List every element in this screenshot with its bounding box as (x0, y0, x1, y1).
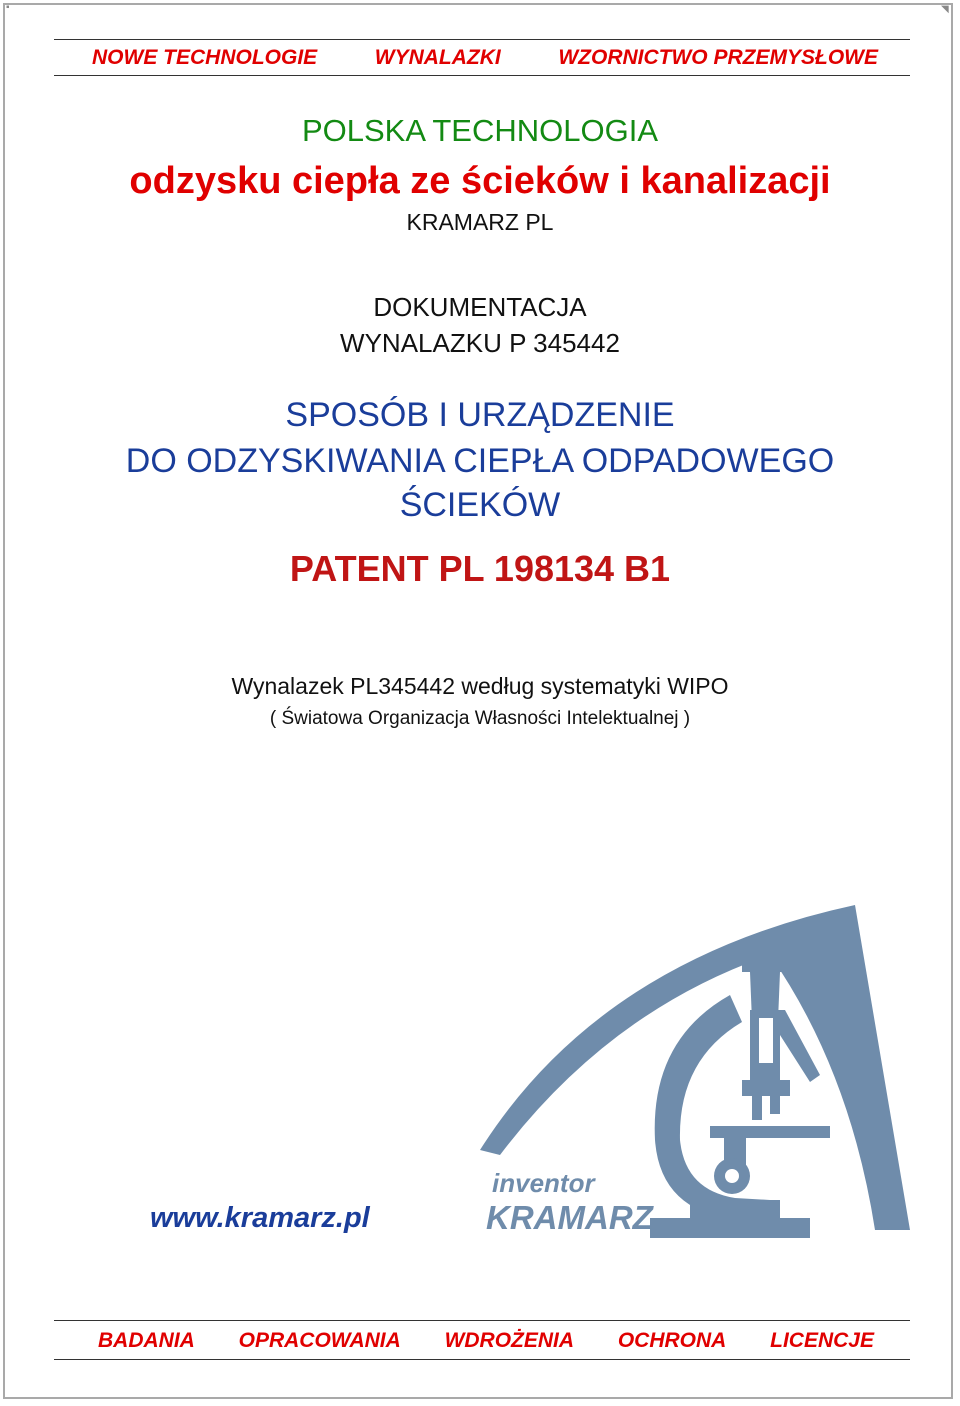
footer-item: WDROŻENIA (444, 1329, 575, 1352)
website-link[interactable]: www.kramarz.pl (150, 1202, 370, 1234)
wipo-line2: ( Światowa Organizacja Własności Intelektualnej ) (269, 708, 691, 729)
heading-line1: POLSKA TECHNOLOGIA (301, 113, 659, 148)
header-item: WZORNICTWO PRZEMYSŁOWE (558, 46, 878, 69)
corner-mark-top-left: ▪ (6, 2, 10, 13)
header-rule-top (54, 39, 910, 40)
wipo-line1: Wynalazek PL345442 według systematyki WIPO (231, 673, 729, 699)
logo-small-text: inventor (492, 1168, 595, 1198)
corner-mark-top-right: ◥ (941, 4, 949, 15)
header-bar (54, 44, 910, 72)
company-name: KRAMARZ PL (406, 209, 554, 235)
footer-item: LICENCJE (770, 1329, 874, 1352)
patent-number: PATENT PL 198134 B1 (289, 548, 671, 589)
heading-line2: odzysku ciepła ze ścieków i kanalizacji (129, 160, 831, 202)
documentation-line1: DOKUMENTACJA (373, 292, 587, 322)
footer-item: BADANIA (98, 1329, 195, 1352)
footer-item: OPRACOWANIA (238, 1329, 401, 1352)
footer-rule-bottom (54, 1359, 910, 1360)
logo-big-text: KRAMARZ (486, 1199, 653, 1236)
header-rule-bottom (54, 75, 910, 76)
footer-rule-top (54, 1320, 910, 1321)
documentation-line2: WYNALAZKU P 345442 (340, 328, 620, 358)
footer-bar (54, 1327, 910, 1355)
title-line3: ŚCIEKÓW (399, 486, 561, 524)
footer-item: OCHRONA (617, 1329, 727, 1352)
title-line2: DO ODZYSKIWANIA CIEPŁA ODPADOWEGO (125, 442, 835, 480)
title-line1: SPOSÓB I URZĄDZENIE (285, 396, 675, 434)
header-item: NOWE TECHNOLOGIE (92, 46, 318, 69)
header-item: WYNALAZKI (374, 46, 501, 69)
